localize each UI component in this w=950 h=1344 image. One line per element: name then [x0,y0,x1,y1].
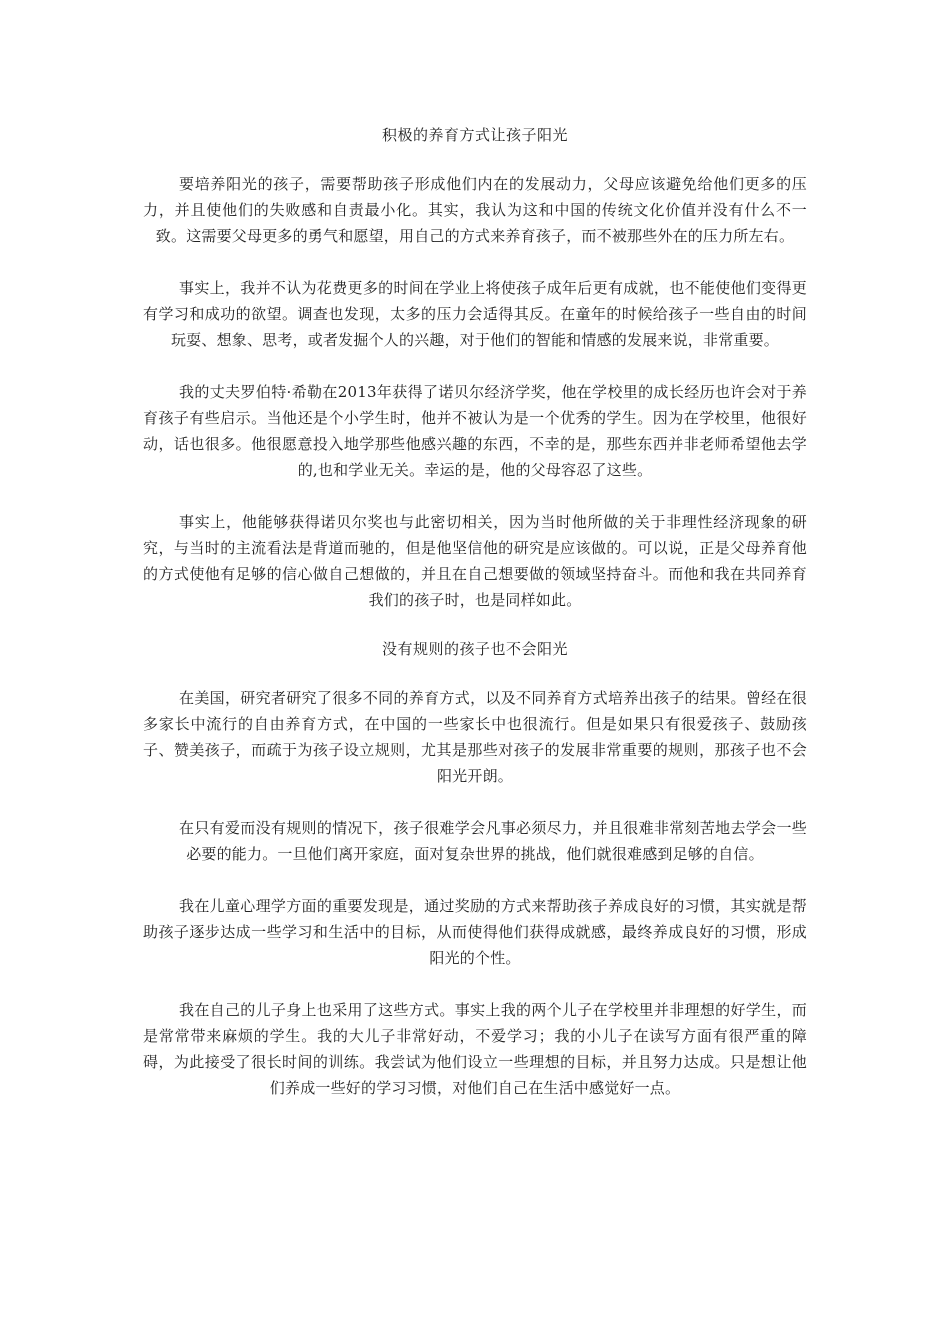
section-heading-positive-parenting: 积极的养育方式让孩子阳光 [381,126,568,144]
paragraph: 我在儿童心理学方面的重要发现是，通过奖励的方式来帮助孩子养成良好的习惯，其实就是帮助孩子逐步达成一些学习和生活中的目标，从而使得他们获得成就感，最终养成良好的习惯，形成阳光的个性。 [143,897,807,967]
section-heading-rules: 没有规则的孩子也不会阳光 [381,640,568,658]
paragraph: 我在自己的儿子身上也采用了这些方式。事实上我的两个儿子在学校里并非理想的好学生，而是常常带来麻烦的学生。我的大儿子非常好动，不爱学习；我的小儿子在读写方面有很严重的障碍，为此接受了很长时间的训练。我尝试为他们设立一些理想的目标，并且努力达成。只是想让他们养成一些好的学习习惯，对他们自己在生活中感觉好一点。 [143,1001,807,1097]
paragraph: 在只有爱而没有规则的情况下，孩子很难学会凡事必须尽力，并且很难非常刻苦地去学会一些必要的能力。一旦他们离开家庭，面对复杂世界的挑战，他们就很难感到足够的自信。 [179,819,807,863]
document-page [143,125,807,1101]
paragraph: 事实上，他能够获得诺贝尔奖也与此密切相关，因为当时他所做的关于非理性经济现象的研究，与当时的主流看法是背道而驰的，但是他坚信他的研究是应该做的。可以说，正是父母养育他的方式使他有足够的信心做自己想做的，并且在自己想要做的领域坚持奋斗。而他和我在共同养育我们的孩子时，也是同样如此。 [143,513,807,609]
paragraph: 要培养阳光的孩子，需要帮助孩子形成他们内在的发展动力，父母应该避免给他们更多的压力，并且使他们的失败感和自责最小化。其实，我认为这和中国的传统文化价值并没有什么不一致。这需要父母更多的勇气和愿望，用自己的方式来养育孩子，而不被那些外在的压力所左右。 [143,175,807,245]
paragraph: 在美国，研究者研究了很多不同的养育方式，以及不同养育方式培养出孩子的结果。曾经在很多家长中流行的自由养育方式，在中国的一些家长中也很流行。但是如果只有很爱孩子、鼓励孩子、赞美孩子，而疏于为孩子设立规则，尤其是那些对孩子的发展非常重要的规则，那孩子也不会阳光开朗。 [143,689,807,785]
paragraph: 事实上，我并不认为花费更多的时间在学业上将使孩子成年后更有成就，也不能使他们变得更有学习和成功的欲望。调查也发现，太多的压力会适得其反。在童年的时候给孩子一些自由的时间玩耍、想象、思考，或者发掘个人的兴趣，对于他们的智能和情感的发展来说，非常重要。 [143,279,807,349]
paragraph: 我的丈夫罗伯特·希勒在2013年获得了诺贝尔经济学奖，他在学校里的成长经历也许会对于养育孩子有些启示。当他还是个小学生时，他并不被认为是一个优秀的学生。因为在学校里，他很好动，话也很多。他很愿意投入地学那些他感兴趣的东西，不幸的是，那些东西并非老师希望他去学的,也和学业无关。幸运的是，他的父母容忍了这些。 [143,383,807,479]
